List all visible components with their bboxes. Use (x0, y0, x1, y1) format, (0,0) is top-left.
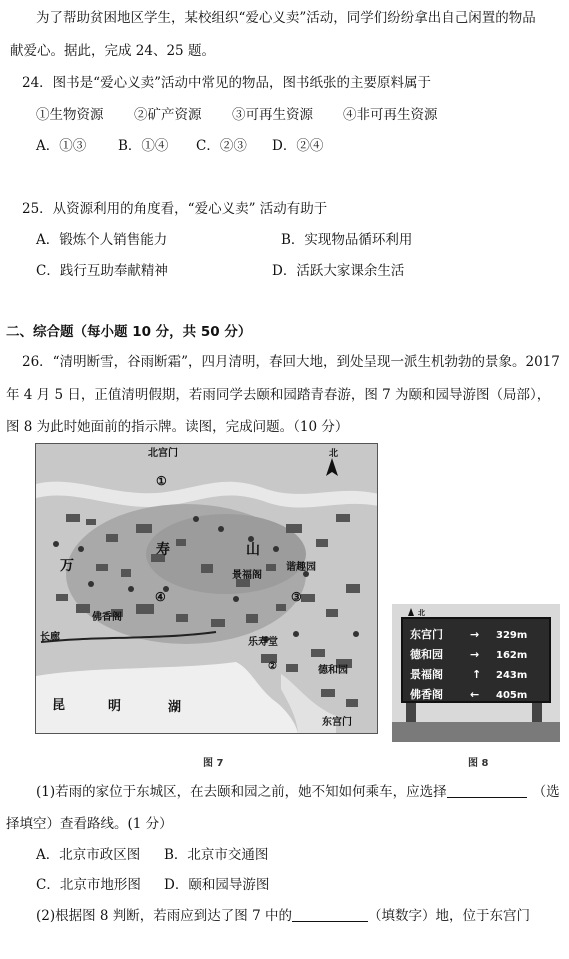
map-label-shou: 寿 (156, 542, 170, 558)
map-label-foxiang: 佛香阁 (92, 612, 122, 623)
intro-line-2: 献爱心。据此，完成 24、25 题。 (10, 43, 215, 59)
intro-line-1: 为了帮助贫困地区学生，某校组织“爱心义卖”活动，同学们纷纷拿出自己闲置的物品 (36, 10, 536, 26)
map-north-label: 北 (329, 449, 339, 459)
sub1-answer-blank[interactable] (447, 784, 527, 798)
q24-stem: 24．图书是“爱心义卖”活动中常见的物品，图书纸张的主要原料属于 (22, 75, 431, 91)
sign-north-label: 北 (418, 608, 425, 617)
map-label-north-gate: 北宫门 (148, 448, 178, 459)
map-label-changlang: 长廊 (40, 632, 60, 643)
sign-distance-3: 243m (496, 670, 528, 681)
figure-7-map (35, 443, 378, 734)
sub1-line-1-tail: （选 (532, 784, 560, 800)
map-label-xiequ: 谐趣园 (286, 562, 316, 573)
sign-arrow-1: → (470, 628, 480, 641)
sub1-line-2: 择填空）查看路线。(1 分） (6, 816, 173, 832)
map-label-jingfu: 景福阁 (232, 570, 262, 581)
sub2-line (36, 907, 530, 925)
q24-item-4: ④非可再生资源 (343, 107, 438, 123)
q26-line-2: 年 4 月 5 日，正值清明假期，若雨同学去颐和园踏青春游，图 7 为颐和园导游图（局部）， (6, 387, 551, 403)
map-label-shan: 山 (246, 542, 260, 558)
map-label-2: ② (268, 661, 277, 672)
sub1-line-1-text: (1)若雨的家位于东城区，在去颐和园之前，她不知如何乘车，应选择 (36, 784, 447, 800)
figure-7-caption: 图 7 (203, 758, 224, 769)
q24-option-b: B．①④ (118, 138, 169, 154)
map-label-kun: 昆 (52, 698, 66, 713)
q25-stem: 25．从资源利用的角度看，“爱心义卖” 活动有助于 (22, 201, 328, 217)
sign-distance-4: 405m (496, 690, 528, 701)
sub1-line-1 (36, 783, 560, 801)
sign-arrow-3: ↑ (472, 668, 482, 681)
map-label-3: ③ (291, 590, 302, 604)
sign-place-4: 佛香阁 (410, 688, 443, 701)
q25-option-c: C．践行互助奉献精神 (36, 263, 168, 279)
q24-item-3: ③可再生资源 (232, 107, 313, 123)
sign-graphic (392, 604, 560, 742)
sign-arrow-2: → (470, 648, 480, 661)
sign-distance-2: 162m (496, 650, 528, 661)
figure-8-caption: 图 8 (468, 758, 489, 769)
q25-option-b: B．实现物品循环利用 (281, 232, 413, 248)
q24-option-d: D．②④ (272, 138, 324, 154)
sub1-option-c: C．北京市地形图 (36, 877, 141, 893)
sub1-option-d: D．颐和园导游图 (164, 877, 270, 893)
map-label-dehe: 德和园 (318, 665, 348, 676)
sub1-option-b: B．北京市交通图 (164, 847, 269, 863)
map-label-leshou: 乐寿堂 (248, 637, 278, 648)
q25-option-a: A．锻炼个人销售能力 (36, 232, 168, 248)
map-label-ming: 明 (108, 699, 122, 714)
q26-line-3: 图 8 为此时她面前的指示牌。读图，完成问题。（10 分） (6, 419, 349, 435)
sign-distance-1: 329m (496, 630, 528, 641)
map-graphic (36, 444, 378, 734)
section-title: 二、综合题（每小题 10 分，共 50 分） (6, 324, 252, 340)
q24-option-a: A．①③ (36, 138, 87, 154)
sign-place-2: 德和园 (410, 648, 443, 661)
q24-item-2: ②矿产资源 (134, 107, 202, 123)
q24-option-c: C．②③ (196, 138, 247, 154)
q25-option-d: D．活跃大家课余生活 (272, 263, 405, 279)
sign-place-1: 东宫门 (410, 628, 443, 641)
map-label-hu: 湖 (168, 700, 182, 715)
sub2-line-text: (2)根据图 8 判断，若雨应到达了图 7 中的 (36, 908, 292, 924)
figure-8-sign (392, 604, 560, 742)
q26-line-1: 26．“清明断雪，谷雨断霜”，四月清明，春回大地，到处呈现一派生机勃勃的景象。2017 (22, 354, 560, 370)
map-label-4: ④ (155, 590, 166, 604)
sub2-answer-blank[interactable] (292, 908, 368, 922)
sub1-option-a: A．北京市政区图 (36, 847, 141, 863)
sign-arrow-4: ← (470, 688, 480, 701)
map-label-wan: 万 (60, 558, 74, 574)
sub2-line-tail: （填数字）地，位于东宫门 (367, 908, 530, 924)
sign-place-3: 景福阁 (410, 668, 443, 681)
map-label-1: ① (156, 474, 167, 488)
map-label-east-gate: 东宫门 (322, 717, 352, 728)
q24-item-1: ①生物资源 (36, 107, 104, 123)
